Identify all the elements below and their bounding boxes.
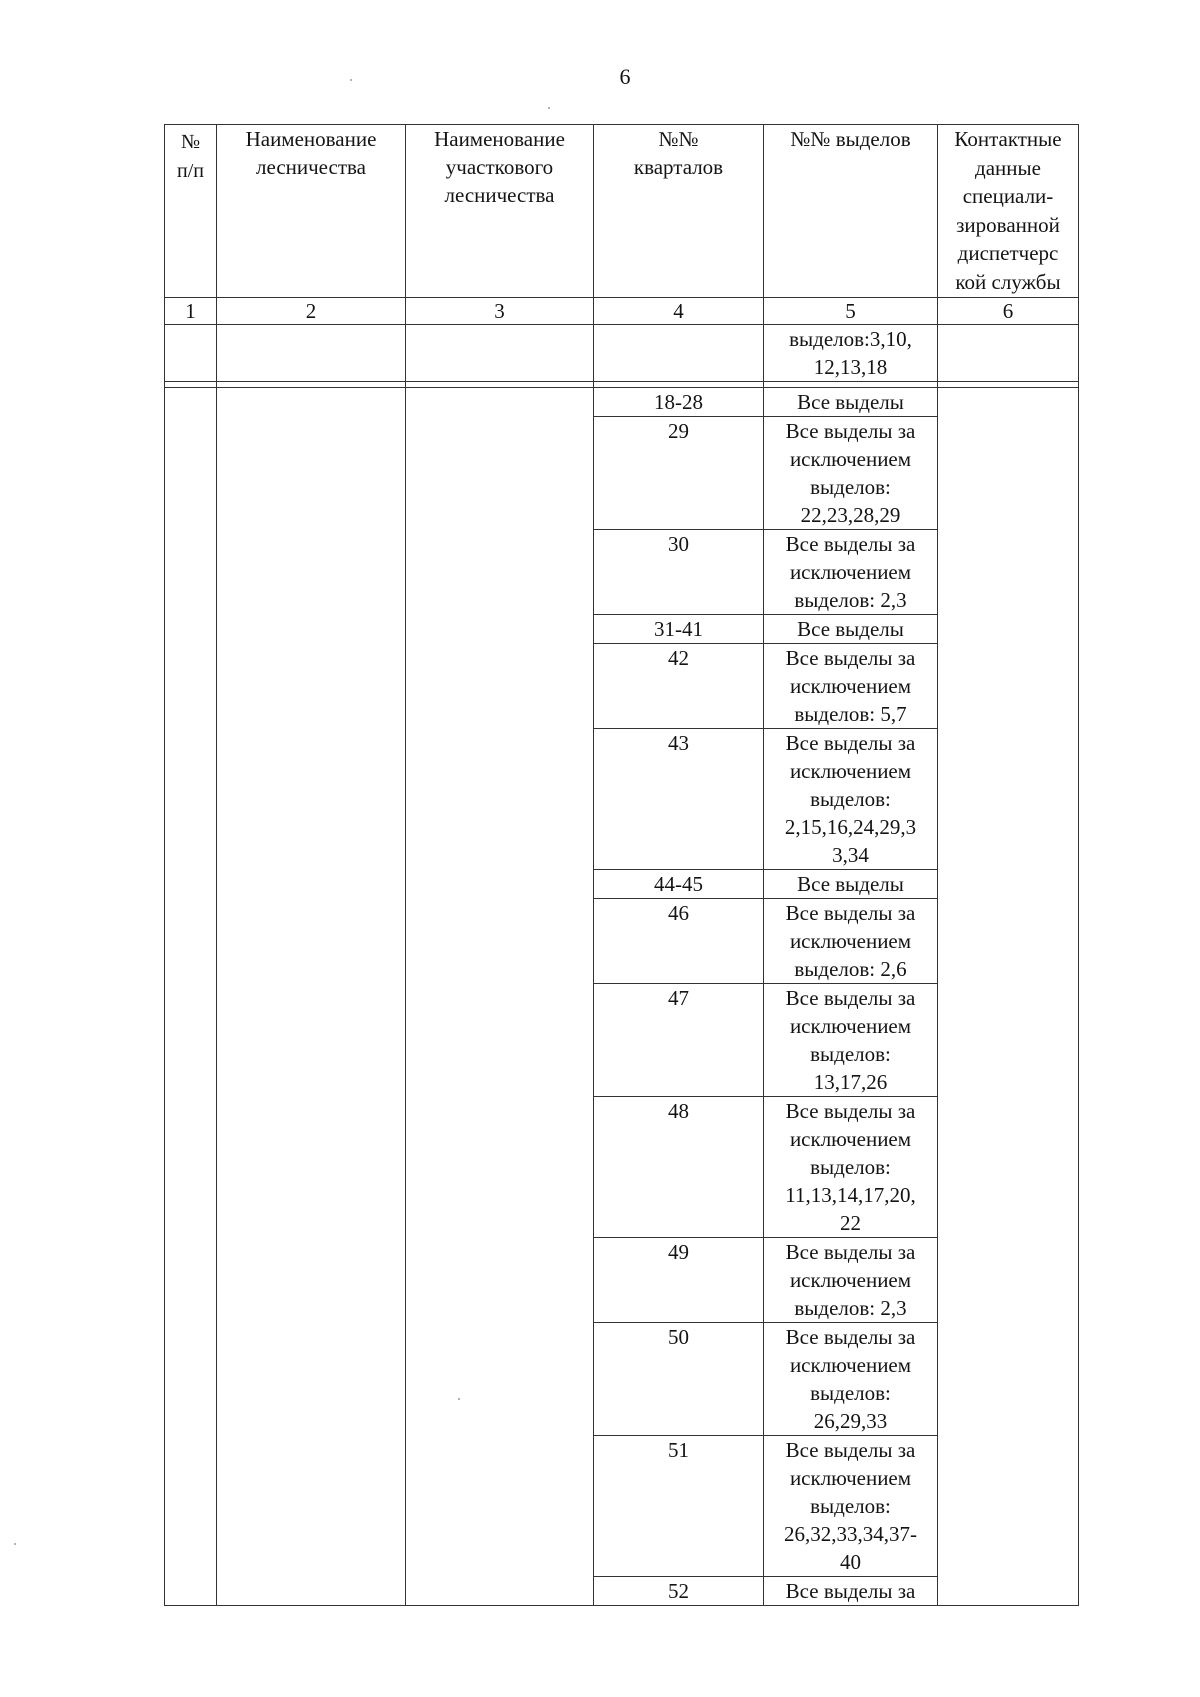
column-number-row <box>165 298 1079 325</box>
header-label: Наименование лесничества <box>245 127 377 179</box>
header-cell <box>217 125 406 298</box>
allotments-cell <box>764 1097 938 1238</box>
header-cell <box>165 125 217 298</box>
allotments-text: Все выделы за исключением выделов: 11,13,14,17,20, 22 <box>785 1099 916 1235</box>
cell-empty <box>406 388 594 1606</box>
allotments-text: Все выделы за исключением выделов: 22,23,28,29 <box>785 419 916 527</box>
quarter-cell: 43 <box>594 729 764 870</box>
quarter-cell: 51 <box>594 1436 764 1577</box>
quarter-cell: 18-28 <box>594 388 764 417</box>
allotments-text: Все выделы за исключением выделов: 26,32,33,34,37- 40 <box>784 1438 917 1574</box>
allotments-cell <box>764 1238 938 1323</box>
column-number: 5 <box>764 298 938 325</box>
cell-empty <box>938 325 1079 382</box>
scan-speck <box>14 1543 16 1545</box>
allotments-cell <box>764 899 938 984</box>
allotments-cell <box>764 615 938 644</box>
quarter-cell: 46 <box>594 899 764 984</box>
header-label: № п/п <box>177 131 204 182</box>
allotments-cell <box>764 530 938 615</box>
header-label: №№ кварталов <box>633 127 724 179</box>
quarter-cell: 50 <box>594 1323 764 1436</box>
header-cell <box>406 125 594 298</box>
quarter-cell: 31-41 <box>594 615 764 644</box>
page-number: 6 <box>619 64 631 89</box>
allotments-text: Все выделы за исключением выделов: 2,3 <box>785 1240 916 1320</box>
allotments-text: Все выделы за исключением выделов: 13,17,26 <box>785 986 916 1094</box>
allotments-cell <box>764 1323 938 1436</box>
allotments-cell <box>764 1436 938 1577</box>
column-number: 2 <box>217 298 406 325</box>
scan-speck <box>548 107 550 109</box>
allotments-text: Все выделы за исключением выделов: 5,7 <box>785 646 916 726</box>
allotments-cell <box>764 388 938 417</box>
column-number: 6 <box>938 298 1079 325</box>
allotments-cell <box>764 1577 938 1606</box>
header-row <box>165 125 1079 298</box>
allotments-cell <box>764 984 938 1097</box>
allotments-cell <box>764 729 938 870</box>
allotments-text: Все выделы за исключением выделов: 26,29,33 <box>785 1325 916 1433</box>
quarter-cell: 52 <box>594 1577 764 1606</box>
quarter-cell: 47 <box>594 984 764 1097</box>
allotments-text: Все выделы за <box>785 1579 916 1603</box>
allotments-cell <box>764 644 938 729</box>
scan-speck <box>350 79 352 81</box>
quarter-cell: 42 <box>594 644 764 729</box>
quarter-cell <box>594 325 764 382</box>
quarter-cell: 29 <box>594 417 764 530</box>
header-label: Наименование участкового лесничества <box>434 127 565 207</box>
allotments-cell <box>764 325 938 382</box>
header-cell <box>594 125 764 298</box>
quarter-cell: 44-45 <box>594 870 764 899</box>
forestry-table <box>164 124 1079 1606</box>
allotments-text: Все выделы <box>797 617 904 641</box>
cell-empty <box>217 388 406 1606</box>
allotments-text: Все выделы <box>797 390 904 414</box>
cell-empty <box>938 388 1079 1606</box>
column-number: 1 <box>165 298 217 325</box>
header-label: №№ выделов <box>790 127 911 151</box>
allotments-text: Все выделы за исключением выделов: 2,15,16,24,29,3 3,34 <box>784 731 917 867</box>
allotments-text: выделов:3,10, 12,13,18 <box>789 327 912 379</box>
allotments-cell <box>764 870 938 899</box>
column-number: 3 <box>406 298 594 325</box>
allotments-text: Все выделы <box>797 872 904 896</box>
quarter-cell: 30 <box>594 530 764 615</box>
quarter-cell: 49 <box>594 1238 764 1323</box>
cell-empty <box>217 325 406 382</box>
allotments-text: Все выделы за исключением выделов: 2,3 <box>785 532 916 612</box>
table-row <box>165 388 1079 417</box>
header-cell <box>764 125 938 298</box>
cell-empty <box>165 388 217 1606</box>
allotments-cell <box>764 417 938 530</box>
header-label: Контактные данные специали- зированной диспетчерс кой службы <box>954 127 1062 294</box>
cell-empty <box>406 325 594 382</box>
allotments-text: Все выделы за исключением выделов: 2,6 <box>785 901 916 981</box>
header-cell <box>938 125 1079 298</box>
column-number: 4 <box>594 298 764 325</box>
cell-empty <box>165 325 217 382</box>
continued-row <box>165 325 1079 382</box>
quarter-cell: 48 <box>594 1097 764 1238</box>
